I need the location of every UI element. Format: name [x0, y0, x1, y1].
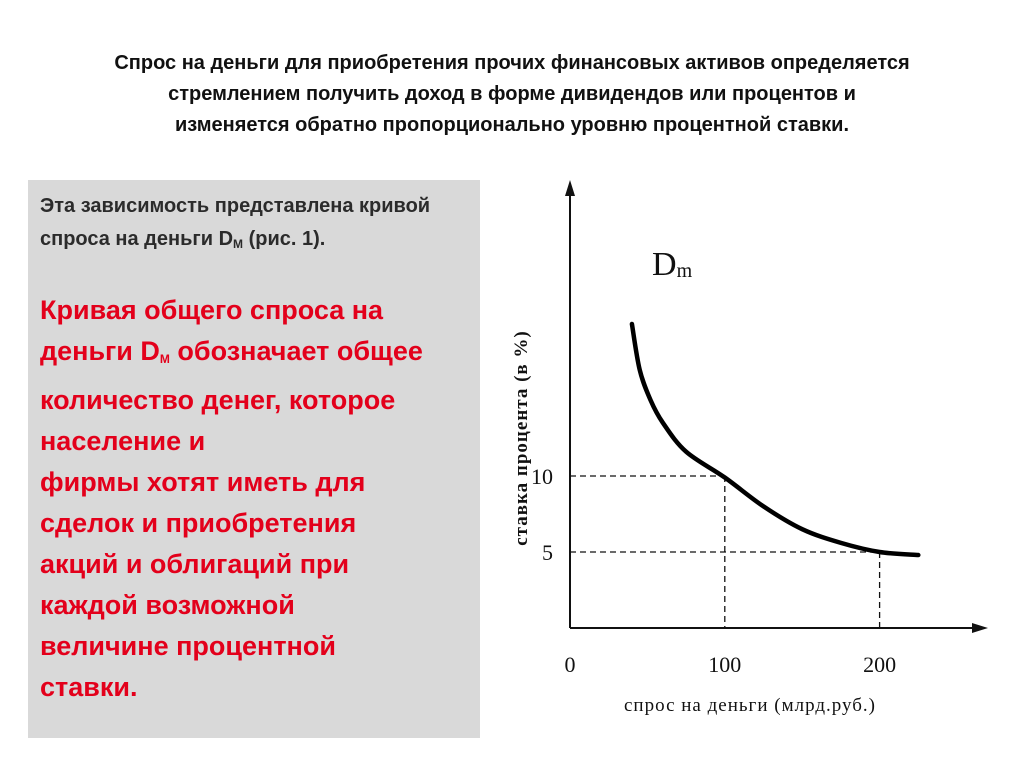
- highlight-line: величине процентной: [40, 631, 336, 661]
- y-tick-label: 10: [531, 464, 553, 489]
- x-axis-label: спрос на деньги (млрд.руб.): [624, 695, 876, 716]
- curve-label-main: D: [652, 246, 677, 283]
- heading-line: изменяется обратно пропорционально уровню процентной ставки.: [174, 114, 850, 136]
- demand-curve: [632, 324, 918, 555]
- highlight-line: Кривая общего спроса на: [40, 295, 384, 325]
- x-tick-label: 100: [708, 652, 742, 677]
- highlight-line: каждой возможной: [40, 590, 295, 620]
- intro-text-part: (рис. 1).: [243, 228, 326, 250]
- x-tick-label: 200: [863, 652, 897, 677]
- highlight-line: количество денег, которое: [40, 385, 396, 415]
- highlight-line: сделок и приобретения: [40, 508, 357, 538]
- curve-label-sub: m: [676, 260, 693, 282]
- y-axis-label: ставка процента (в %): [511, 330, 532, 546]
- highlight-text-part: деньги: [40, 336, 141, 366]
- highlight-line: ставки.: [40, 672, 138, 702]
- highlight-line: акций и облигаций при: [40, 549, 350, 579]
- heading-line: Спрос на деньги для приобретения прочих финансовых активов определяется: [114, 52, 910, 74]
- highlight-line: фирмы хотят иметь для: [40, 467, 366, 497]
- y-tick-label: 5: [542, 540, 553, 565]
- dm-symbol: D: [140, 336, 160, 366]
- dm-symbol: D: [218, 228, 234, 250]
- tick-labels: [531, 464, 896, 677]
- x-tick-label: 0: [564, 652, 576, 677]
- curve-label: [652, 246, 693, 283]
- heading-line: стремлением получить доход в форме дивидендов или процентов и: [168, 83, 856, 105]
- x-axis-arrow-icon: [972, 623, 988, 633]
- intro-text-part: Эта зависимость представлена кривой спроса на деньги: [40, 195, 431, 250]
- highlight-text-part: обозначает общее: [169, 336, 423, 366]
- y-axis-arrow-icon: [565, 180, 575, 196]
- highlight-line: население и: [40, 426, 206, 456]
- dm-subscript: М: [159, 352, 170, 366]
- reference-lines: [570, 476, 880, 628]
- dm-subscript: М: [233, 237, 244, 251]
